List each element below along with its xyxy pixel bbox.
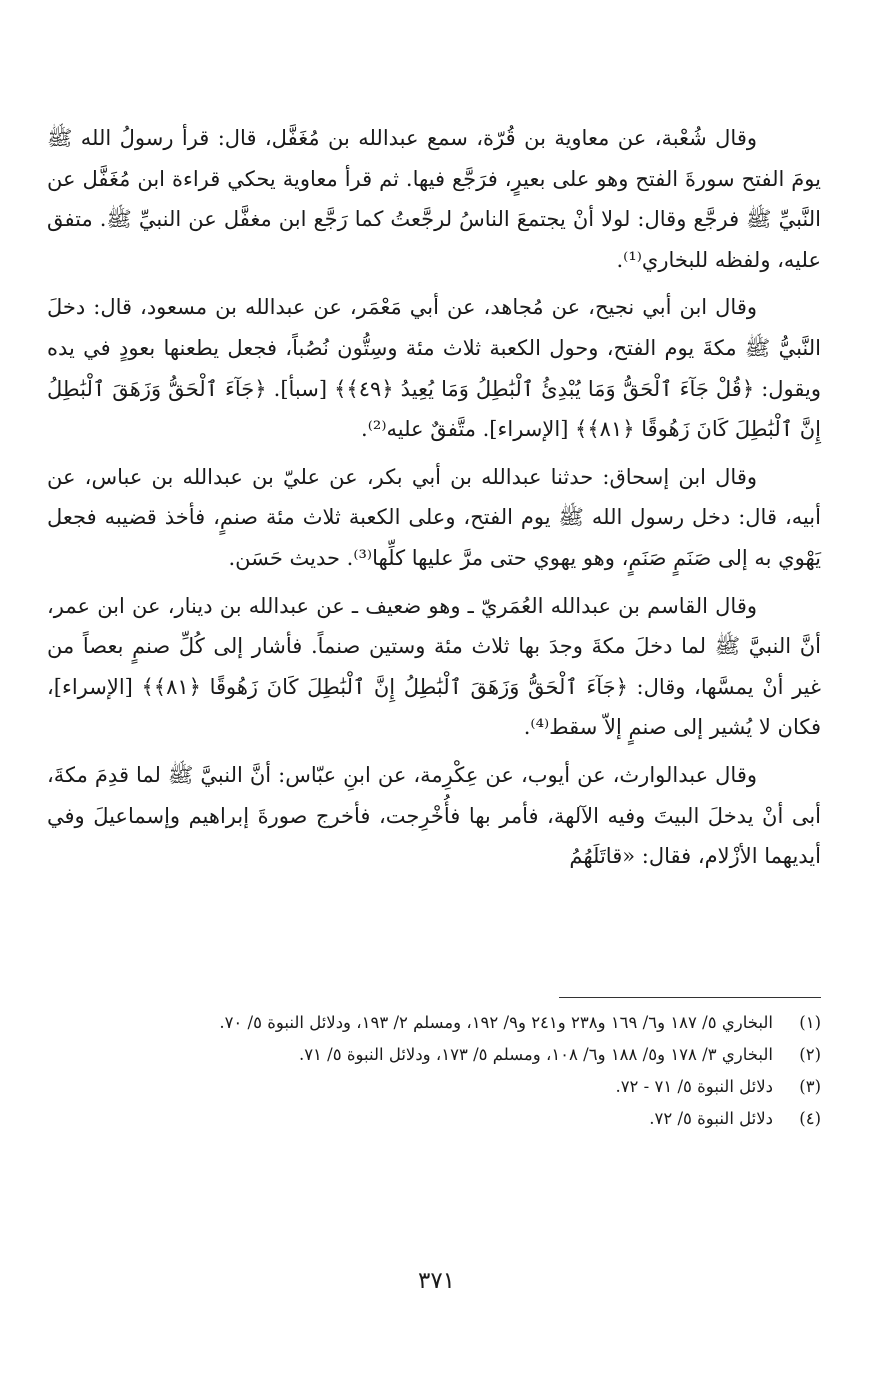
footnote-separator <box>559 997 821 998</box>
footnote-number: (٣) <box>799 1077 821 1096</box>
footnote-text: دلائل النبوة ٥/ ٧١ - ٧٢. <box>615 1077 773 1096</box>
footnote-item <box>47 1106 821 1132</box>
footnote-item <box>47 1042 821 1068</box>
footnote-item <box>47 1074 821 1100</box>
paragraph-abdulwarith-narration: وقال عبدالوارث، عن أيوب، عن عِكْرِمة، عن ابنِ عبّاس: أنَّ النبيَّ ﷺ لما قدِمَ مكةَ، أبى أنْ يدخلَ البيتَ وفيه الآلهة، فأمر بها فأُخْرِجت، فأخرج صورةَ إبراهيم وإسماعيلَ وفي أيديهما الأزْلام، فقال: «قاتَلَهُمُ <box>47 762 821 869</box>
footnote-number: (٤) <box>799 1109 821 1128</box>
paragraph-qasim-umari-narration: وقال القاسم بن عبدالله العُمَريّ ـ وهو ضعيف ـ عن عبدالله بن دينار، عن ابن عمر، أنَّ النبيَّ ﷺ لما دخلَ مكةَ وجدَ بها ثلاث مئة وستين صنماً. فأشار إلى كُلِّ صنمٍ بعصاً من غير أنْ يمسَّها، وقال: ﴿جَآءَ ٱلْحَقُّ وَزَهَقَ ٱلْبَٰطِلُ إِنَّ ٱلْبَٰطِلَ كَانَ زَهُوقًا ﴿٨١﴾﴾ [الإسراء]، فكان لا يُشير إلى صنمٍ إلاّ سقط⁽⁴⁾. <box>47 593 821 740</box>
footnote-text: دلائل النبوة ٥/ ٧٢. <box>649 1109 773 1128</box>
footnote-number: (٢) <box>799 1045 821 1064</box>
footnote-number: (١) <box>799 1013 821 1032</box>
paragraph-ibn-masud-narration: وقال ابن أبي نجيح، عن مُجاهد، عن أبي مَعْمَر، عن عبدالله بن مسعود، قال: دخلَ النَّبيُّ ﷺ مكةَ يوم الفتح، وحول الكعبة ثلاث مئة وسِتُّون نُصُباً، فجعل يطعنها بعودٍ في يده ويقول: ﴿قُلْ جَآءَ ٱلْحَقُّ وَمَا يُبْدِئُ ٱلْبَٰطِلُ وَمَا يُعِيدُ ﴿٤٩﴾﴾ [سبأ]. ﴿جَآءَ ٱلْحَقُّ وَزَهَقَ ٱلْبَٰطِلُ إِنَّ ٱلْبَٰطِلَ كَانَ زَهُوقًا ﴿٨١﴾﴾ [الإسراء]. متَّفقٌ عليه⁽²⁾. <box>47 295 822 442</box>
footnotes-section <box>47 1010 821 1138</box>
footnote-item <box>47 1010 821 1036</box>
main-text-body <box>47 118 821 884</box>
paragraph-shuba-narration: وقال شُعْبة، عن معاوية بن قُرّة، سمع عبدالله بن مُغَفَّل، قال: قرأ رسولُ الله ﷺ يومَ الفتح سورةَ الفتح وهو على بعيرٍ، فرَجَّع فيها. ثم قرأ معاوية يحكي قراءة ابن مُغَفَّل عن النَّبيِّ ﷺ فرجَّع وقال: لولا أنْ يجتمعَ الناسُ لرجَّعتُ كما رَجَّع ابن مغفَّل عن النبيِّ ﷺ. متفق عليه، ولفظه للبخاري⁽¹⁾. <box>47 126 821 272</box>
footnote-text: البخاري ٥/ ١٨٧ و٦/ ١٦٩ و٢٣٨ و٢٤١ و٩/ ١٩٢، ومسلم ٢/ ١٩٣، ودلائل النبوة ٥/ ٧٠. <box>219 1013 773 1032</box>
paragraph-ibn-ishaq-narration: وقال ابن إسحاق: حدثنا عبدالله بن أبي بكر، عن عليّ بن عبدالله بن عباس، عن أبيه، قال: دخل رسول الله ﷺ يوم الفتح، وعلى الكعبة ثلاث مئة صنمٍ، فأخذ قضيبه فجعل يَهْوي به إلى صَنَمٍ صَنَمٍ، وهو يهوي حتى مرَّ عليها كلِّها⁽³⁾. حديث حَسَن. <box>47 464 821 570</box>
footnote-text: البخاري ٣/ ١٧٨ و٥/ ١٨٨ و٦/ ١٠٨، ومسلم ٥/ ١٧٣، ودلائل النبوة ٥/ ٧١. <box>298 1045 773 1064</box>
page-number: ٣٧١ <box>417 1268 456 1294</box>
